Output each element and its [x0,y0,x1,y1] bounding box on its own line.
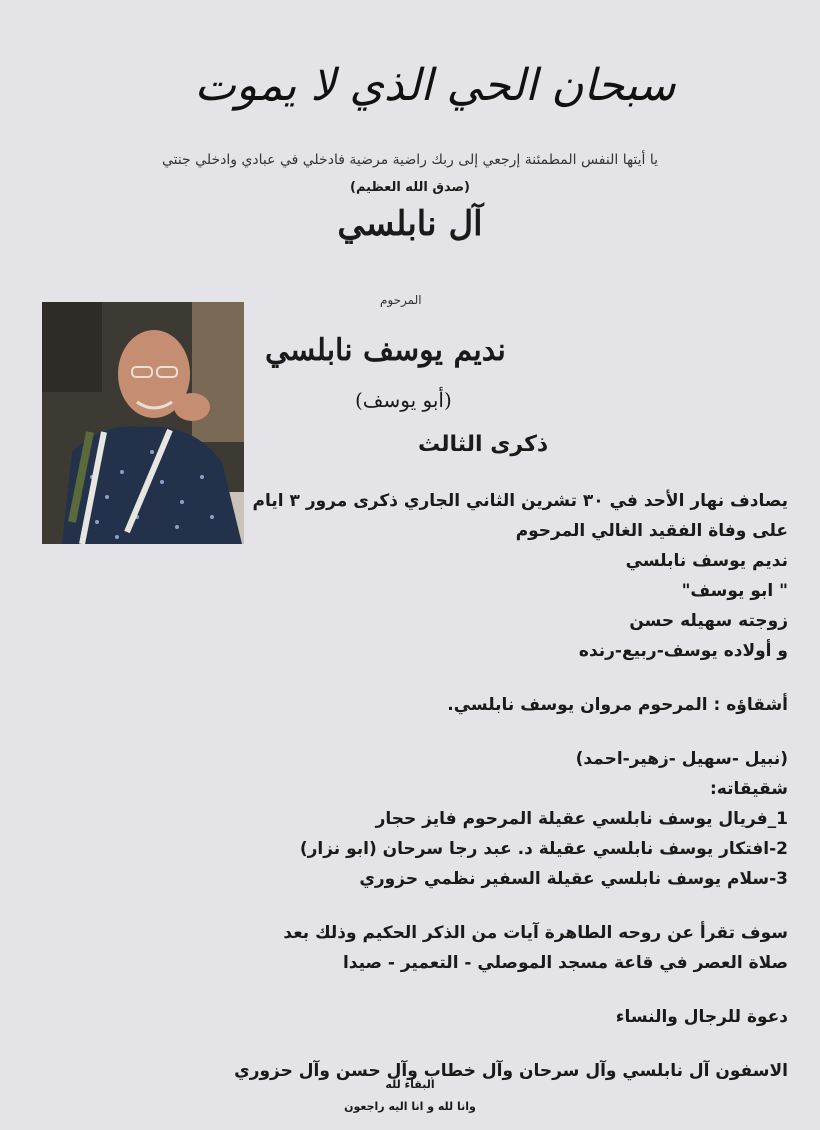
sister-line: 3-سلام يوسف نابلسي عقيلة السفير نظمي حزوري [359,869,788,889]
invitation-line: دعوة للرجال والنساء [615,1007,788,1027]
sister-line: 1_فريال يوسف نابلسي عقيلة المرحوم فايز حجار [375,809,788,829]
brothers-names: (نبيل -سهيل -زهير-احمد) [575,749,788,769]
quran-verse: يا أيتها النفس المطمئنة إرجعي إلى ربك راضية مرضية فادخلي في عبادي وادخلي جنتي [161,152,659,168]
body-line: نديم يوسف نابلسي [625,551,788,571]
closing-line-1: البقاء لله [385,1078,435,1091]
calligraphy-text: سبحان الحي الذي لا يموت [194,60,676,111]
body-line: على وفاة الفقيد الغالي المرحوم [515,521,788,541]
portrait-illustration [42,302,244,544]
brothers-line: أشقاؤه : المرحوم مروان يوسف نابلسي. [447,695,788,715]
body-line: زوجته سهيله حسن [629,611,788,631]
mourners-line: الاسفون آل نابلسي وآل سرحان وآل خطاب وآل حسن وآل حزوري [234,1061,788,1081]
body-line: " ابو يوسف" [681,581,788,601]
occasion-title: ذكرى الثالث [418,432,549,457]
service-line: سوف تقرأ عن روحه الطاهرة آيات من الذكر الحكيم وذلك بعد [283,923,788,943]
sister-line: 2-افتكار يوسف نابلسي عقيلة د. عبد رجا سرحان (ابو نزار) [299,839,788,859]
service-line: صلاة العصر في قاعة مسجد الموصلي - التعمير - صيدا [342,953,788,973]
body-line: يصادف نهار الأحد في ٣٠ تشرين الثاني الجاري ذكرى مرور ٣ ايام [252,491,788,511]
announcement-body [234,486,788,1086]
family-title: آل نابلسي [337,204,483,244]
verse-reference: (صدق الله العظيم) [350,180,470,195]
deceased-name: نديم يوسف نابلسي [265,333,506,368]
closing-line-2: وانا لله و انا اليه راجعون [344,1100,476,1113]
late-label: المرحوم [380,293,422,307]
deceased-nickname: (أبو يوسف) [355,388,452,412]
calligraphy-header [194,38,676,133]
body-line: و أولاده يوسف-ربيع-رنده [578,641,788,661]
deceased-photo [42,302,244,544]
sisters-label: شقيقاته: [709,779,788,799]
